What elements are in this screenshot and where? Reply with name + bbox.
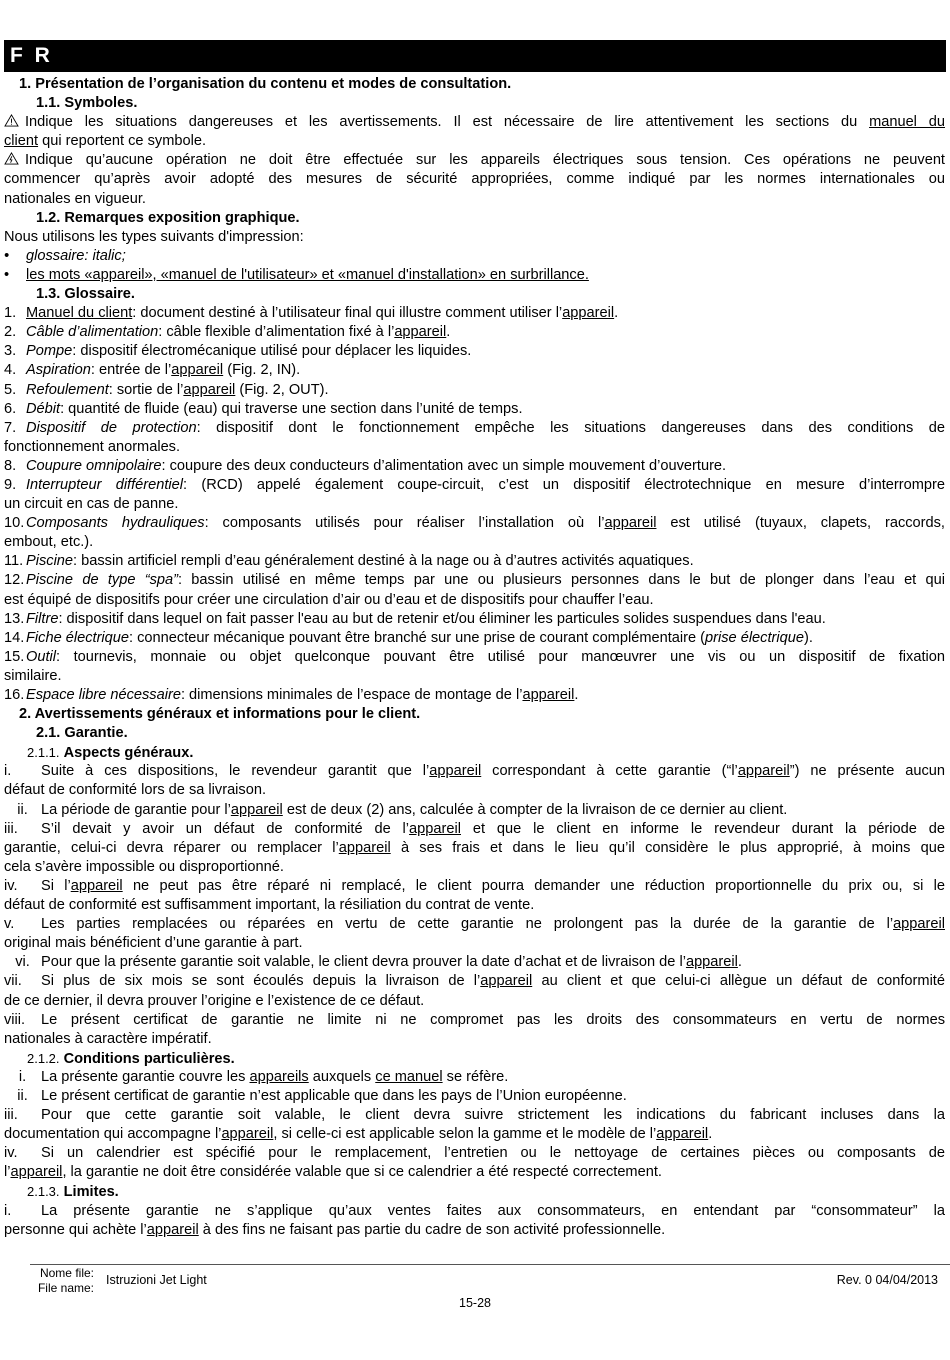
list-item: ii. La période de garantie pour l’appareil est de deux (2) ans, calculée à compter de la livraison de ce dernier au client. [17,801,788,818]
section-2-1-heading: 2.1. Garantie. [36,725,128,742]
section-1-1-heading: 1.1. Symboles. [36,95,138,112]
language-header: F R [4,40,946,72]
page-number: 15-28 [459,1296,491,1310]
list-item: viii. Le présent certificat de garantie ne limite ni ne compromet pas les droits des consommateurs en vertu de normes [4,1011,945,1028]
list-item: vii. Si plus de six mois se sont écoulés depuis la livraison de l’appareil au client et que celui-ci allègue un défaut de conformité [4,973,945,990]
glossary-item: 12. Piscine de type “spa”: bassin utilisé en même temps par une ou plusieurs personnes dans le but de plonger dans l’eau et qui [4,572,945,589]
list-item: v. Les parties remplacées ou réparées en vertu de cette garantie ne prolongent pas la durée de la garantie de l’appareil [4,916,945,933]
glossary-item: 5. Refoulement: sortie de l’appareil (Fig. 2, OUT). [4,381,329,398]
glossary-item: 11. Piscine: bassin artificiel rempli d’eau généralement destiné à la nage ou à d’autres activités aquatiques. [4,553,694,570]
list-item: i. Suite à ces dispositions, le revendeur garantit que l’appareil correspondant à cette garantie (“l’appareil”) ne présente aucun [4,763,945,780]
list-item: • les mots «appareil», «manuel de l'utilisateur» et «manuel d'installation» en surbrillance. [4,266,589,283]
symbol-warning-line: Indique les situations dangereuses et les avertissements. Il est nécessaire de lire attentivement les sections du manuel du [4,113,945,132]
warning-triangle-icon [4,114,19,127]
glossary-item: 15. Outil: tournevis, monnaie ou objet quelconque pouvant être utilisé pour manœuvrer une vis ou un dispositif de fixation [4,648,945,665]
section-2-heading: 2. Avertissements généraux et informations pour le client. [19,706,421,723]
glossary-item: 4. Aspiration: entrée de l’appareil (Fig. 2, IN). [4,362,301,379]
list-item: iv. Si l’appareil ne peut pas être réparé ni remplacé, le client pourra demander une réduction proportionnelle du prix ou, si le [4,877,945,894]
glossary-item: 1. Manuel du client: document destiné à l’utilisateur final qui illustre comment utiliser l’appareil. [4,305,619,322]
section-1-2-heading: 1.2. Remarques exposition graphique. [36,209,300,226]
list-item: iii. Pour que cette garantie soit valable, le client devra suivre strictement les indications du fabricant incluses dans la [4,1107,945,1124]
glossary-item: 7. Dispositif de protection: dispositif dont le fonctionnement empêche les situations dangereuses dans des conditions de [4,419,945,436]
section-2-1-3-heading: 2.1.3. Limites. [27,1184,119,1201]
footer-label-it: Nome file: [39,1266,94,1280]
glossary-item: 9. Interrupteur différentiel: (RCD) appelé également coupe-circuit, c’est un dispositif électrotechnique en mesure d’interrompre [4,476,945,493]
footer-label-en: File name: [37,1280,94,1295]
footer-revision: Rev. 0 04/04/2013 [836,1273,938,1287]
footer-divider [30,1264,950,1265]
list-item: i. La présente garantie couvre les appareils auxquels ce manuel se réfère. [18,1068,509,1085]
glossary-item: 8. Coupure omnipolaire: coupure des deux conducteurs d’alimentation avec un simple mouvement d’ouverture. [4,457,727,474]
list-item: i. La présente garantie ne s’applique qu’aux ventes faites aux consommateurs, en entendant par “consommateur” la [4,1202,945,1219]
print-types-intro: Nous utilisons les types suivants d'impression: [4,228,304,245]
list-item: iii. S’il devait y avoir un défaut de conformité de l’appareil et que le client en informe le revendeur durant la période de [4,820,945,837]
footer-file-labels [30,1266,94,1295]
section-2-1-1-heading: 2.1.1. Aspects généraux. [27,745,194,762]
electrical-hazard-icon [4,152,19,165]
list-item: iv. Si un calendrier est spécifié pour le remplacement, l’entretien ou le nettoyage de certaines pièces ou composants de [4,1145,945,1162]
glossary-item: 10. Composants hydrauliques: composants utilisés pour réaliser l’installation où l’appareil est utilisé (tuyaux, clapets, raccords, [4,515,945,532]
symbol-electrical-line: Indique qu’aucune opération ne doit être effectuée sur les appareils électriques sous tension. Ces opérations ne peuvent [4,151,945,170]
list-item: ii. Le présent certificat de garantie n’est applicable que dans les pays de l’Union européenne. [17,1087,627,1104]
section-1-3-heading: 1.3. Glossaire. [36,286,135,303]
glossary-item: 3. Pompe: dispositif électromécanique utilisé pour déplacer les liquides. [4,343,472,360]
list-item: vi. Pour que la présente garantie soit valable, le client devra prouver la date d’achat et de livraison de l’appareil. [15,954,742,971]
glossary-item: 14. Fiche électrique: connecteur mécanique pouvant être branché sur une prise de courant complémentaire (prise électrique). [4,629,813,646]
section-2-1-2-heading: 2.1.2. Conditions particulières. [27,1050,235,1067]
glossary-item: 13. Filtre: dispositif dans lequel on fait passer l'eau au but de retenir et/ou éliminer les particules solides suspendues dans l'eau. [4,610,826,627]
list-item: • glossaire: italic; [4,247,126,264]
footer-file-name: Istruzioni Jet Light [106,1273,207,1287]
glossary-item: 16. Espace libre nécessaire: dimensions minimales de l’espace de montage de l’appareil. [4,687,579,703]
glossary-item: 2. Câble d’alimentation: câble flexible d’alimentation fixé à l’appareil. [4,324,451,341]
glossary-item: 6. Débit: quantité de fluide (eau) qui traverse une section dans l’unité de temps. [4,400,523,417]
section-1-heading: 1. Présentation de l’organisation du contenu et modes de consultation. [19,76,512,92]
document-body: 1. Présentation de l’organisation du contenu et modes de consultation. 1.1. Symboles. Indique les situations dangereuses et les avertissements. Il est nécessaire de lire attentivement les sections du manuel du client qui reportent ce symbole. Indique qu’aucune opération ne doit être effectuée sur les appareils électriques sous tension. Ces opérations ne peuvent commencer qu’après avoir adopté des mesures de sécurité appropriées, comme indiqué par les normes internationales ou nationales en vigueur. 1.2. Remarques exposition graphique. Nous utilisons les types suivants d'impression: • glossaire: italic; • les mots «appareil», «manuel de l'utilisateur» et «manuel d'installation» en surbrillance. 1.3. Glossaire. 1. Manuel du client: document destiné à l’utilisateur final qui illustre comment utiliser l’appareil. 2. Câble d’alimentation: câble flexible d’alimentation fixé à l’appareil. 3. Pompe: dispositif électromécanique utilisé pour déplacer les liquides. 4. Aspiration: entrée de l’appareil (Fig. 2, IN). 5. Refoulement: sortie de l’appareil (Fig. 2, OUT). 6. Débit: quantité de fluide (eau) qui traverse une section dans l’unité de temps. 7. Dispositif de protection: dispositif dont le fonctionnement empêche les situations dangereuses dans des conditions de fonctionnement anormales. 8. Coupure omnipolaire: coupure des deux conducteurs d’alimentation avec un simple mouvement d’ouverture. 9. Interrupteur différentiel: (RCD) appelé également coupe-circuit, c’est un dispositif électrotechnique en mesure d’interrompre un circuit en cas de panne. 10. Composants hydrauliques: composants utilisés pour réaliser l’installation où l’appareil est utilisé (tuyaux, clapets, raccords, embout, etc.). 11. Piscine: bassin artificiel rempli d’eau généralement destiné à la nage ou à d’autres activités aquatiques. 12. Piscine de type “spa”: bassin utilisé en même temps par une ou plusieurs personnes dans le but de plonger dans l’eau et qui est équipé de dispositifs pour créer une circulation d’air ou d’eau et de dispositifs pour chauffer l’eau. 13. Filtre: dispositif dans lequel on fait passer l'eau au but de retenir et/ou éliminer les particules solides suspendues dans l'eau. 14. Fiche électrique: connecteur mécanique pouvant être branché sur une prise de courant complémentaire (prise électrique). 15. Outil: tournevis, monnaie ou objet quelconque pouvant être utilisé pour manœuvrer une vis ou un dispositif de fixation similaire. 16. Espace libre nécessaire: dimensions minimales de l’espace de montage de l’appareil. 2. Avertissements généraux et informations pour le client. 2.1. Garantie. 2.1.1. Aspects généraux. i. Suite à ces dispositions, le revendeur garantit que l’appareil correspondant à cette garantie (“l’appareil”) ne présente aucun défaut de conformité lors de sa livraison. ii. La période de garantie pour l’appareil est de deux (2) ans, calculée à compter de la livraison de ce dernier au client. iii. S’il devait y avoir un défaut de conformité de l’appareil et que le client en informe le revendeur durant la période de garantie, celui-ci devra réparer ou remplacer l’appareil à ses frais et dans le lieu qu’il considère le plus approprié, à moins que cela s’avère impossible ou disproportionné. iv. Si l’appareil ne peut pas être réparé ni remplacé, le client pourra demander une réduction proportionnelle du prix ou, si le défaut de conformité est suffisamment important, la résiliation du contrat de vente. v. Les parties remplacées ou réparées en vertu de cette garantie ne prolongent pas la durée de la garantie de l’appareil original mais bénéficient d’une garantie à part. vi. Pour que la présente garantie soit valable, le client devra prouver la date d’achat et de livraison de l’appareil. vii. Si plus de six mois se sont écoulés depuis la livraison de l’appareil au client et que celui-ci allègue un défaut de conformité de ce dernier, il devra prouver l’origine e l’existence de ce défaut. viii. Le présent certificat de garantie ne limite ni ne compromet pas les droits des consommateurs en vertu de normes nationales à caractère impératif. 2.1.2. Conditions particulières. i. La présente garantie couvre les appareils auxquels ce manuel se réfère. ii. Le présent certificat de garantie n’est applicable que dans les pays de l’Union européenne. iii. Pour que cette garantie soit valable, le client devra suivre strictement les indications du fabricant incluses dans la documentation qui accompagne l’appareil, si celle-ci est applicable selon la gamme et le modèle de l’appareil. iv. Si un calendrier est spécifié pour le remplacement, l’entretien ou le nettoyage de certaines pièces ou composants de l’appareil, la garantie ne doit être considérée valable que si ce calendrier a été respecté correctement. 2.1.3. Limites. i. La présente garantie ne s’applique qu’aux ventes faites aux consommateurs, en entendant par “consommateur” la personne qui achète l’appareil à des fins ne faisant pas partie du cadre de son activité professionnelle. [4,76,945,1238]
